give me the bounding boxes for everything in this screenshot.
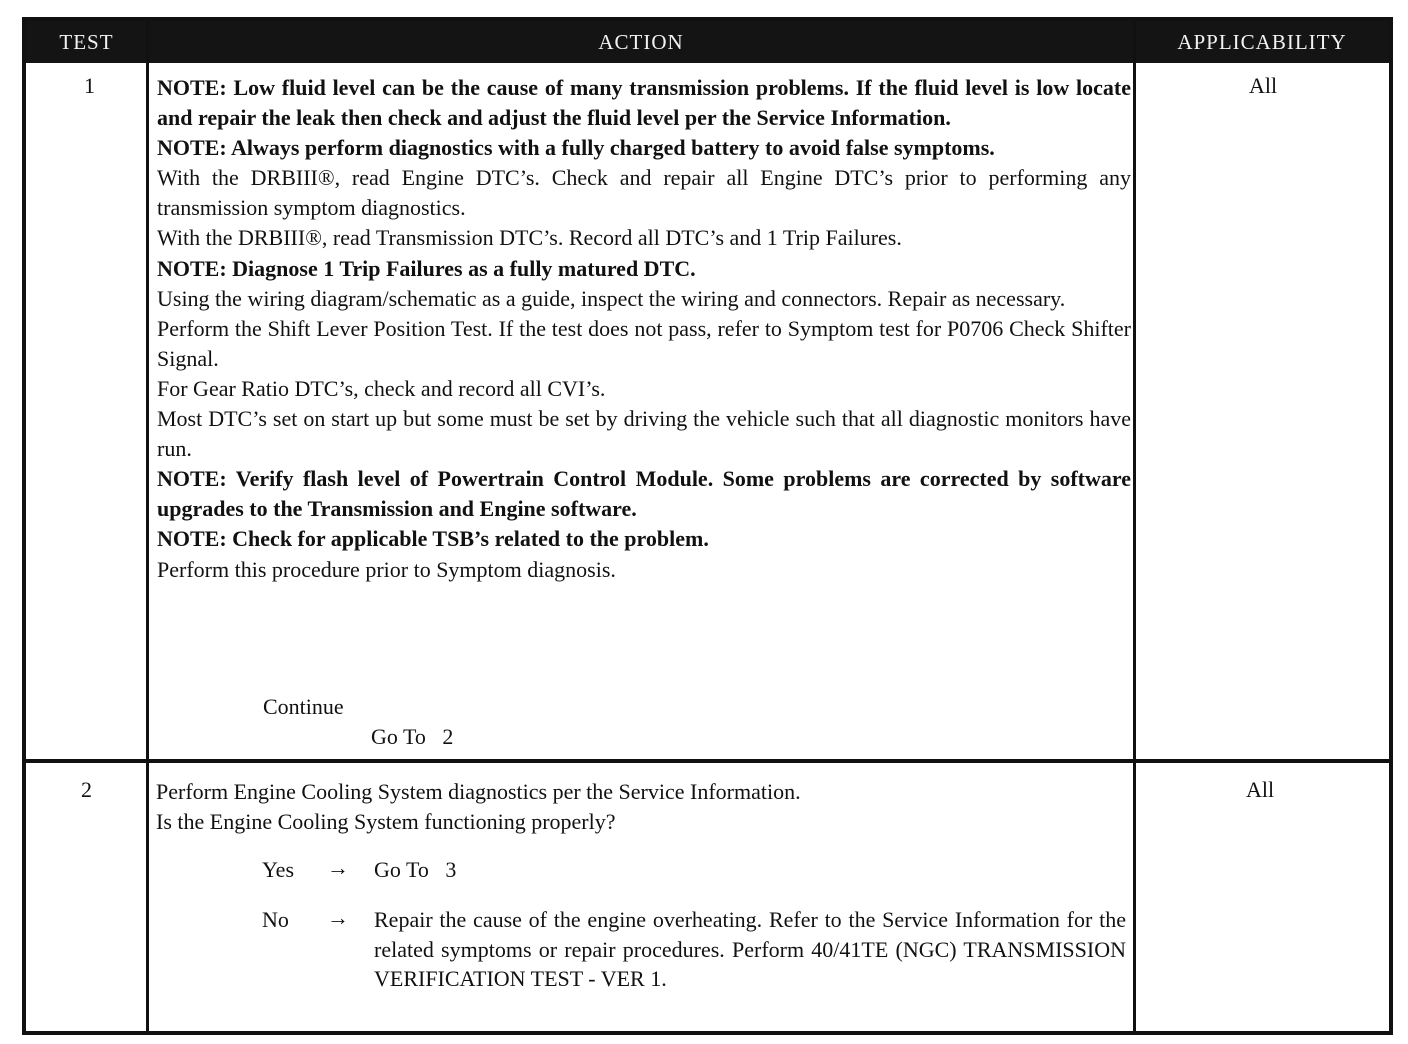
header-applicability: APPLICABILITY xyxy=(1177,30,1347,54)
row-1-line-12: Perform this procedure prior to Symptom diagnosis. xyxy=(157,556,616,582)
row-1-line-10: NOTE: Verify flash level of Powertrain Control Module. Some problems are corrected by software upgrades to the Transmission and Engine software. xyxy=(157,466,1131,522)
header-action: ACTION xyxy=(598,30,684,54)
answer-yes-arrow-icon: → xyxy=(327,855,349,880)
goto-step-2: Go To 2 xyxy=(371,724,454,749)
row-1-line-3: With the DRBIII®, read Engine DTC’s. Check and repair all Engine DTC’s prior to performing any transmission symptom diagnostics. xyxy=(157,165,1131,221)
row-1-action xyxy=(157,73,1131,585)
row-1-line-7: Perform the Shift Lever Position Test. If the test does not pass, refer to Symptom test for P0706 Check Shifter Signal. xyxy=(157,315,1131,371)
row-1-line-5: NOTE: Diagnose 1 Trip Failures as a fully matured DTC. xyxy=(157,255,696,281)
row-2-line-1: Perform Engine Cooling System diagnostics per the Service Information. xyxy=(156,779,801,804)
row-2-applicability: All xyxy=(1245,777,1275,802)
column-divider-2 xyxy=(1133,21,1136,1031)
row-1-applicability: All xyxy=(1248,73,1278,98)
row-1-line-9: Most DTC’s set on start up but some must be set by driving the vehicle such that all diagnostic monitors have run. xyxy=(157,406,1131,462)
row-1-line-11: NOTE: Check for applicable TSB’s related to the problem. xyxy=(157,526,709,552)
row-1-line-1: NOTE: Low fluid level can be the cause of many transmission problems. If the fluid level is low locate and repair the leak then check and adjust the fluid level per the Service Information. xyxy=(157,75,1131,131)
header-test: TEST xyxy=(59,30,114,54)
row-1-test-number: 1 xyxy=(84,73,95,98)
row-1-line-2: NOTE: Always perform diagnostics with a fully charged battery to avoid false symptoms. xyxy=(157,135,995,161)
answer-no-arrow-icon: → xyxy=(327,905,349,930)
row-divider xyxy=(26,759,1389,763)
row-2-line-2: Is the Engine Cooling System functioning properly? xyxy=(156,809,616,835)
continue-label: Continue xyxy=(263,694,344,719)
row-2-action xyxy=(156,777,1130,837)
goto-step-3: Go To 3 xyxy=(374,857,457,882)
row-1-line-6: Using the wiring diagram/schematic as a guide, inspect the wiring and connectors. Repair as necessary. xyxy=(157,285,1066,311)
row-1-line-8: For Gear Ratio DTC’s, check and record all CVI’s. xyxy=(157,375,606,401)
table-header xyxy=(26,21,1389,63)
answer-no-text: Repair the cause of the engine overheating. Refer to the Service Information for the related symptoms or repair procedures. Perform 40/41TE (NGC) TRANSMISSION VERIFICATION TEST - VER 1. xyxy=(374,907,1126,992)
answer-yes-label: Yes xyxy=(262,857,295,882)
answer-no-label: No xyxy=(262,907,289,932)
row-2-test-number: 2 xyxy=(81,777,92,802)
column-divider-1 xyxy=(146,21,149,1031)
row-1-line-4: With the DRBIII®, read Transmission DTC’s. Record all DTC’s and 1 Trip Failures. xyxy=(157,225,902,251)
diagnostic-table xyxy=(22,17,1393,1035)
